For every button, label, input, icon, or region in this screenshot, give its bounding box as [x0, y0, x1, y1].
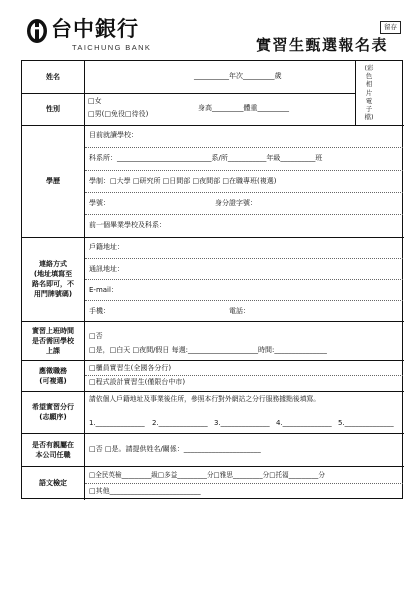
education-label: 學歷 [46, 177, 60, 185]
position-programmer-checkbox[interactable]: □程式設計實習生(僅限台中市) [89, 378, 186, 386]
current-school-field[interactable]: 目前就讀學校： [89, 131, 138, 139]
mobile-field[interactable]: 手機： [89, 307, 110, 315]
schedule-yes-checkbox[interactable]: □是，□白天 □夜間/假日 每週:____________________時間:_______________ [89, 346, 327, 354]
language-other-checkbox[interactable]: □其他__________________________ [89, 487, 201, 495]
mailing-address-field[interactable]: 通訊地址： [89, 265, 124, 273]
position-label: 應徵職務 (可複選) [39, 366, 67, 385]
branch-choice-5[interactable]: 5.______________ [338, 419, 394, 427]
position-teller-checkbox[interactable]: □櫃員實習生(全國各分行) [89, 364, 172, 372]
language-tests-checkboxes[interactable]: □全民英檢_________級□多益_________分□雅思_________分□托福_________分 [89, 471, 325, 479]
bank-name-zh: 台中銀行 [51, 17, 139, 41]
gender-male-checkbox[interactable]: □男(□免役□待役) [88, 110, 149, 118]
birth-year-age-field[interactable]: __________年次_________歲 [194, 72, 282, 80]
branch-label: 希望實習分行 (志願序) [32, 403, 74, 421]
language-label: 語文檢定 [39, 479, 67, 487]
application-form-table [21, 60, 403, 499]
previous-school-field[interactable]: 前一個畢業學校及科系： [89, 221, 166, 229]
schedule-no-checkbox[interactable]: □否 [89, 332, 103, 340]
photo-placeholder[interactable]: (彩 色 相 片 電 子 檔) [364, 64, 374, 122]
bank-name-en: TAICHUNG BANK [72, 43, 152, 52]
bank-logo-mark-icon [26, 18, 48, 44]
bank-logo [26, 18, 186, 52]
branch-choice-3[interactable]: 3.______________ [214, 419, 270, 427]
branch-choice-2[interactable]: 2.______________ [152, 419, 208, 427]
form-title: 實習生甄選報名表 [256, 36, 389, 54]
contact-label: 連絡方式 (地址填寫至 路名即可，不 用門牌號碼) [32, 260, 74, 298]
branch-choice-4[interactable]: 4.______________ [276, 419, 332, 427]
gender-label: 性別 [46, 105, 60, 113]
phone-field[interactable]: 電話： [229, 307, 250, 315]
school-system-checkboxes[interactable]: 學制：□大學 □研究所 □日間部 □夜間部 □在職專班(複選) [89, 177, 277, 185]
corner-tag: 留存 [380, 21, 401, 34]
branch-choice-1[interactable]: 1.______________ [89, 419, 145, 427]
gender-female-checkbox[interactable]: □女 [88, 97, 102, 105]
relative-checkboxes[interactable]: □否 □是。請提供姓名/關係：______________________ [89, 445, 261, 453]
email-field[interactable]: E-mail： [89, 286, 118, 294]
height-weight-field[interactable]: 身高_________體重_________ [198, 104, 289, 112]
student-id-field[interactable]: 學號： [89, 199, 110, 207]
household-address-field[interactable]: 戶籍地址： [89, 243, 124, 251]
branch-note: 請依個人戶籍地址及事業後住所，參照本行對外網站之分行服務據點後填寫。 [89, 395, 321, 403]
department-field[interactable]: 科系所：___________________________系/所___________年級__________班 [89, 154, 323, 162]
name-label: 姓名 [46, 73, 60, 81]
national-id-field[interactable]: 身分證字號： [215, 199, 257, 207]
relative-label: 是否有親屬在 本公司任職 [32, 440, 74, 459]
schedule-label: 實習上班時間 是否需回學校 上課 [32, 326, 74, 355]
